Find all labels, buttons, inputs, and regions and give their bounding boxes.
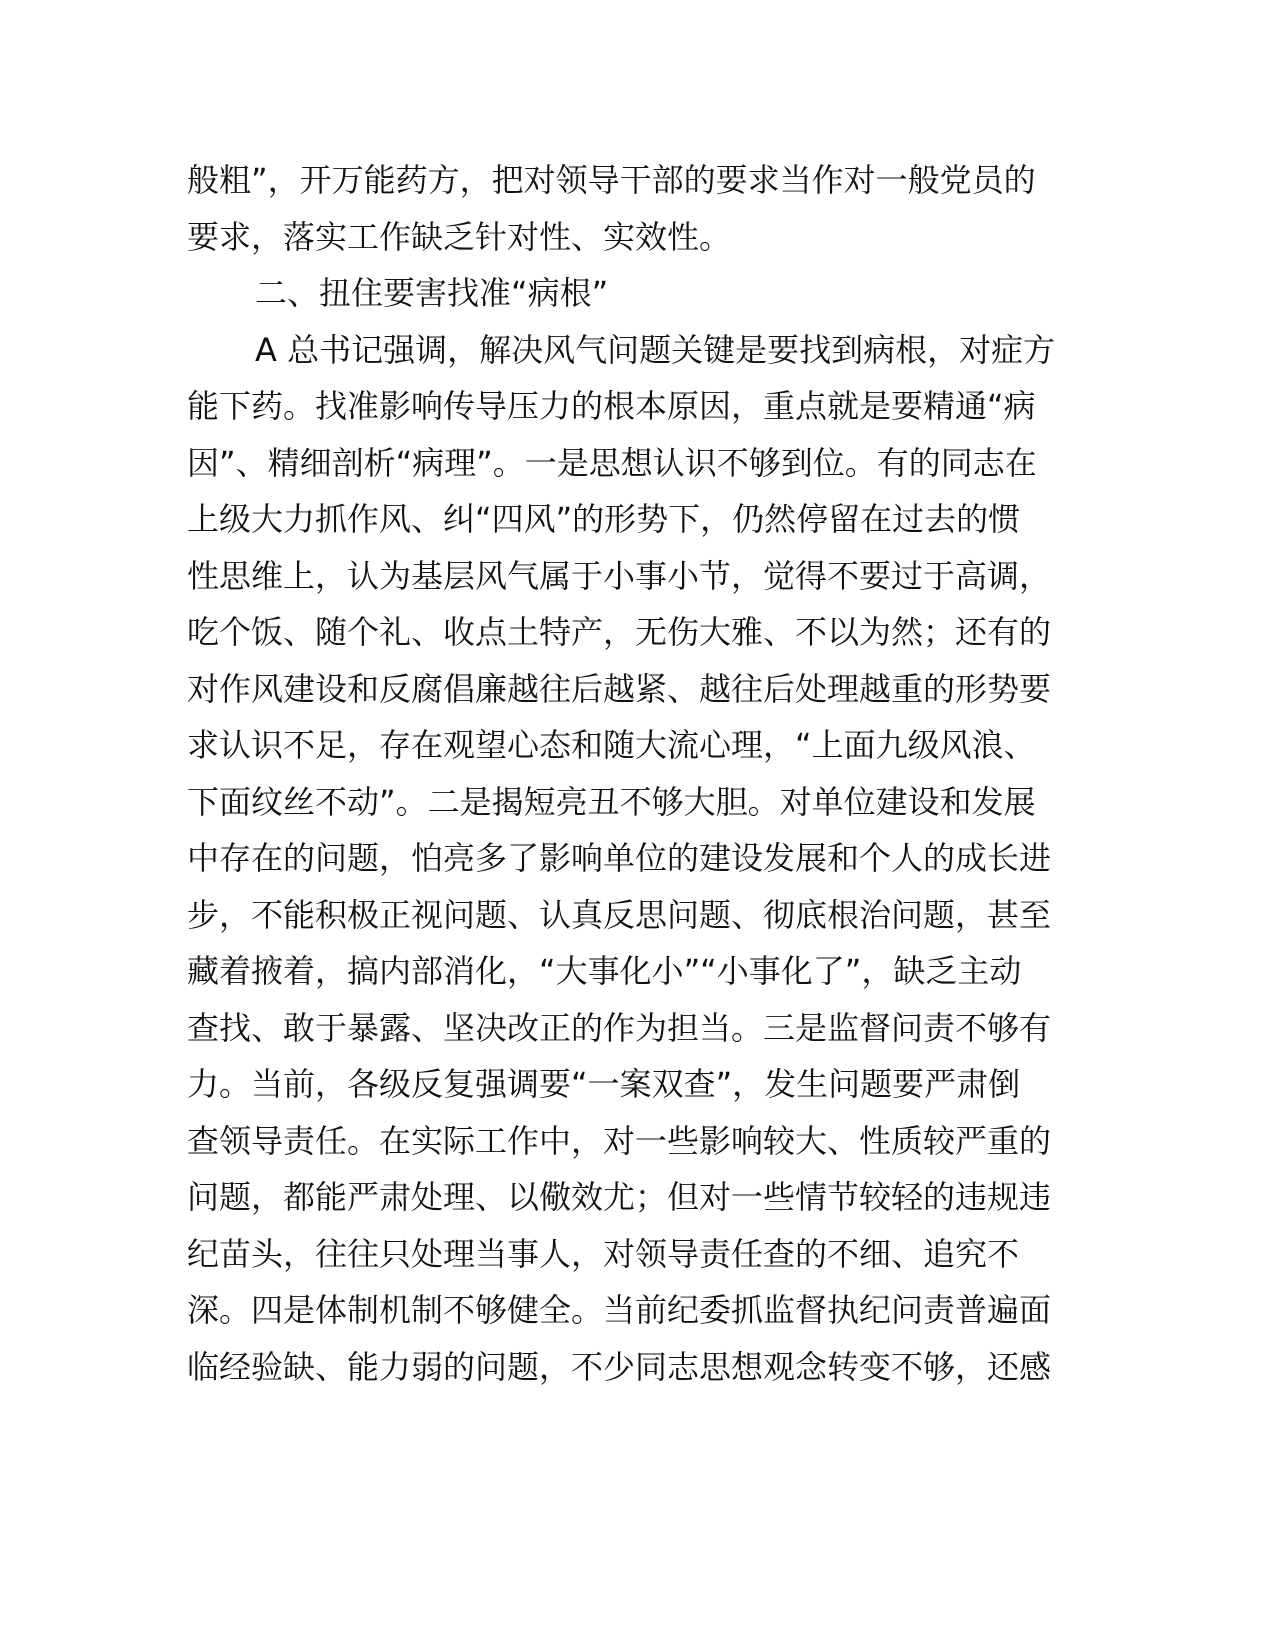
text-line: 纪苗头，往往只处理当事人，对领导责任查的不细、追究不 [187,1234,1020,1273]
text-line: 中存在的问题，怕亮多了影响单位的建设发展和个人的成长进 [187,839,1052,877]
text-line: 求认识不足，存在观望心态和随大流心理，“上面九级风浪、 [187,726,1036,764]
text-line: 吃个饭、随个礼、收点土特产，无伤大雅、不以为然；还有的 [187,613,1052,651]
text-line: 深。四是体制机制不够健全。当前纪委抓监督执纪问责普遍面 [187,1291,1052,1329]
text-line: 对作风建设和反腐倡廉越往后越紧、越往后处理越重的形势要 [187,669,1052,708]
document-body [187,152,1087,1395]
text-line: 临经验缺、能力弱的问题，不少同志思想观念转变不够，还感 [187,1347,1052,1386]
text-line: 性思维上，认为基层风气属于小事小节，觉得不要过于高调， [187,556,1052,595]
text-line: 般粗”，开万能药方，把对领导干部的要求当作对一般党员的 [187,161,1036,199]
paragraph-start-line: A 总书记强调，解决风气问题关键是要找到病根，对症方 [255,330,1056,369]
text-line: 步，不能积极正视问题、认真反思问题、彻底根治问题，甚至 [187,895,1052,934]
text-line: 能下药。找准影响传导压力的根本原因，重点就是要精通“病 [187,387,1036,425]
text-line: 力。当前，各级反复强调要“一案双查”，发生问题要严肃倒 [187,1065,1021,1103]
text-line: 因”、精细剖析“病理”。一是思想认识不够到位。有的同志在 [187,443,1037,482]
text-line: 下面纹丝不动”。二是揭短亮丑不够大胆。对单位建设和发展 [187,782,1036,821]
text-line: 要求，落实工作缺乏针对性、实效性。 [187,217,732,256]
text-line: 藏着掖着，搞内部消化，“大事化小”“小事化了”，缺乏主动 [187,952,1022,990]
text-line: 查找、敢于暴露、坚决改正的作为担当。三是监督问责不够有 [187,1008,1052,1047]
text-line: 查领导责任。在实际工作中，对一些影响较大、性质较严重的 [187,1121,1052,1160]
text-line: 上级大力抓作风、纠“四风”的形势下，仍然停留在过去的惯 [187,500,1021,538]
section-heading: 二、扭住要害找准“病根” [255,274,609,312]
text-line: 问题，都能严肃处理、以儆效尤；但对一些情节较轻的违规违 [187,1178,1052,1216]
